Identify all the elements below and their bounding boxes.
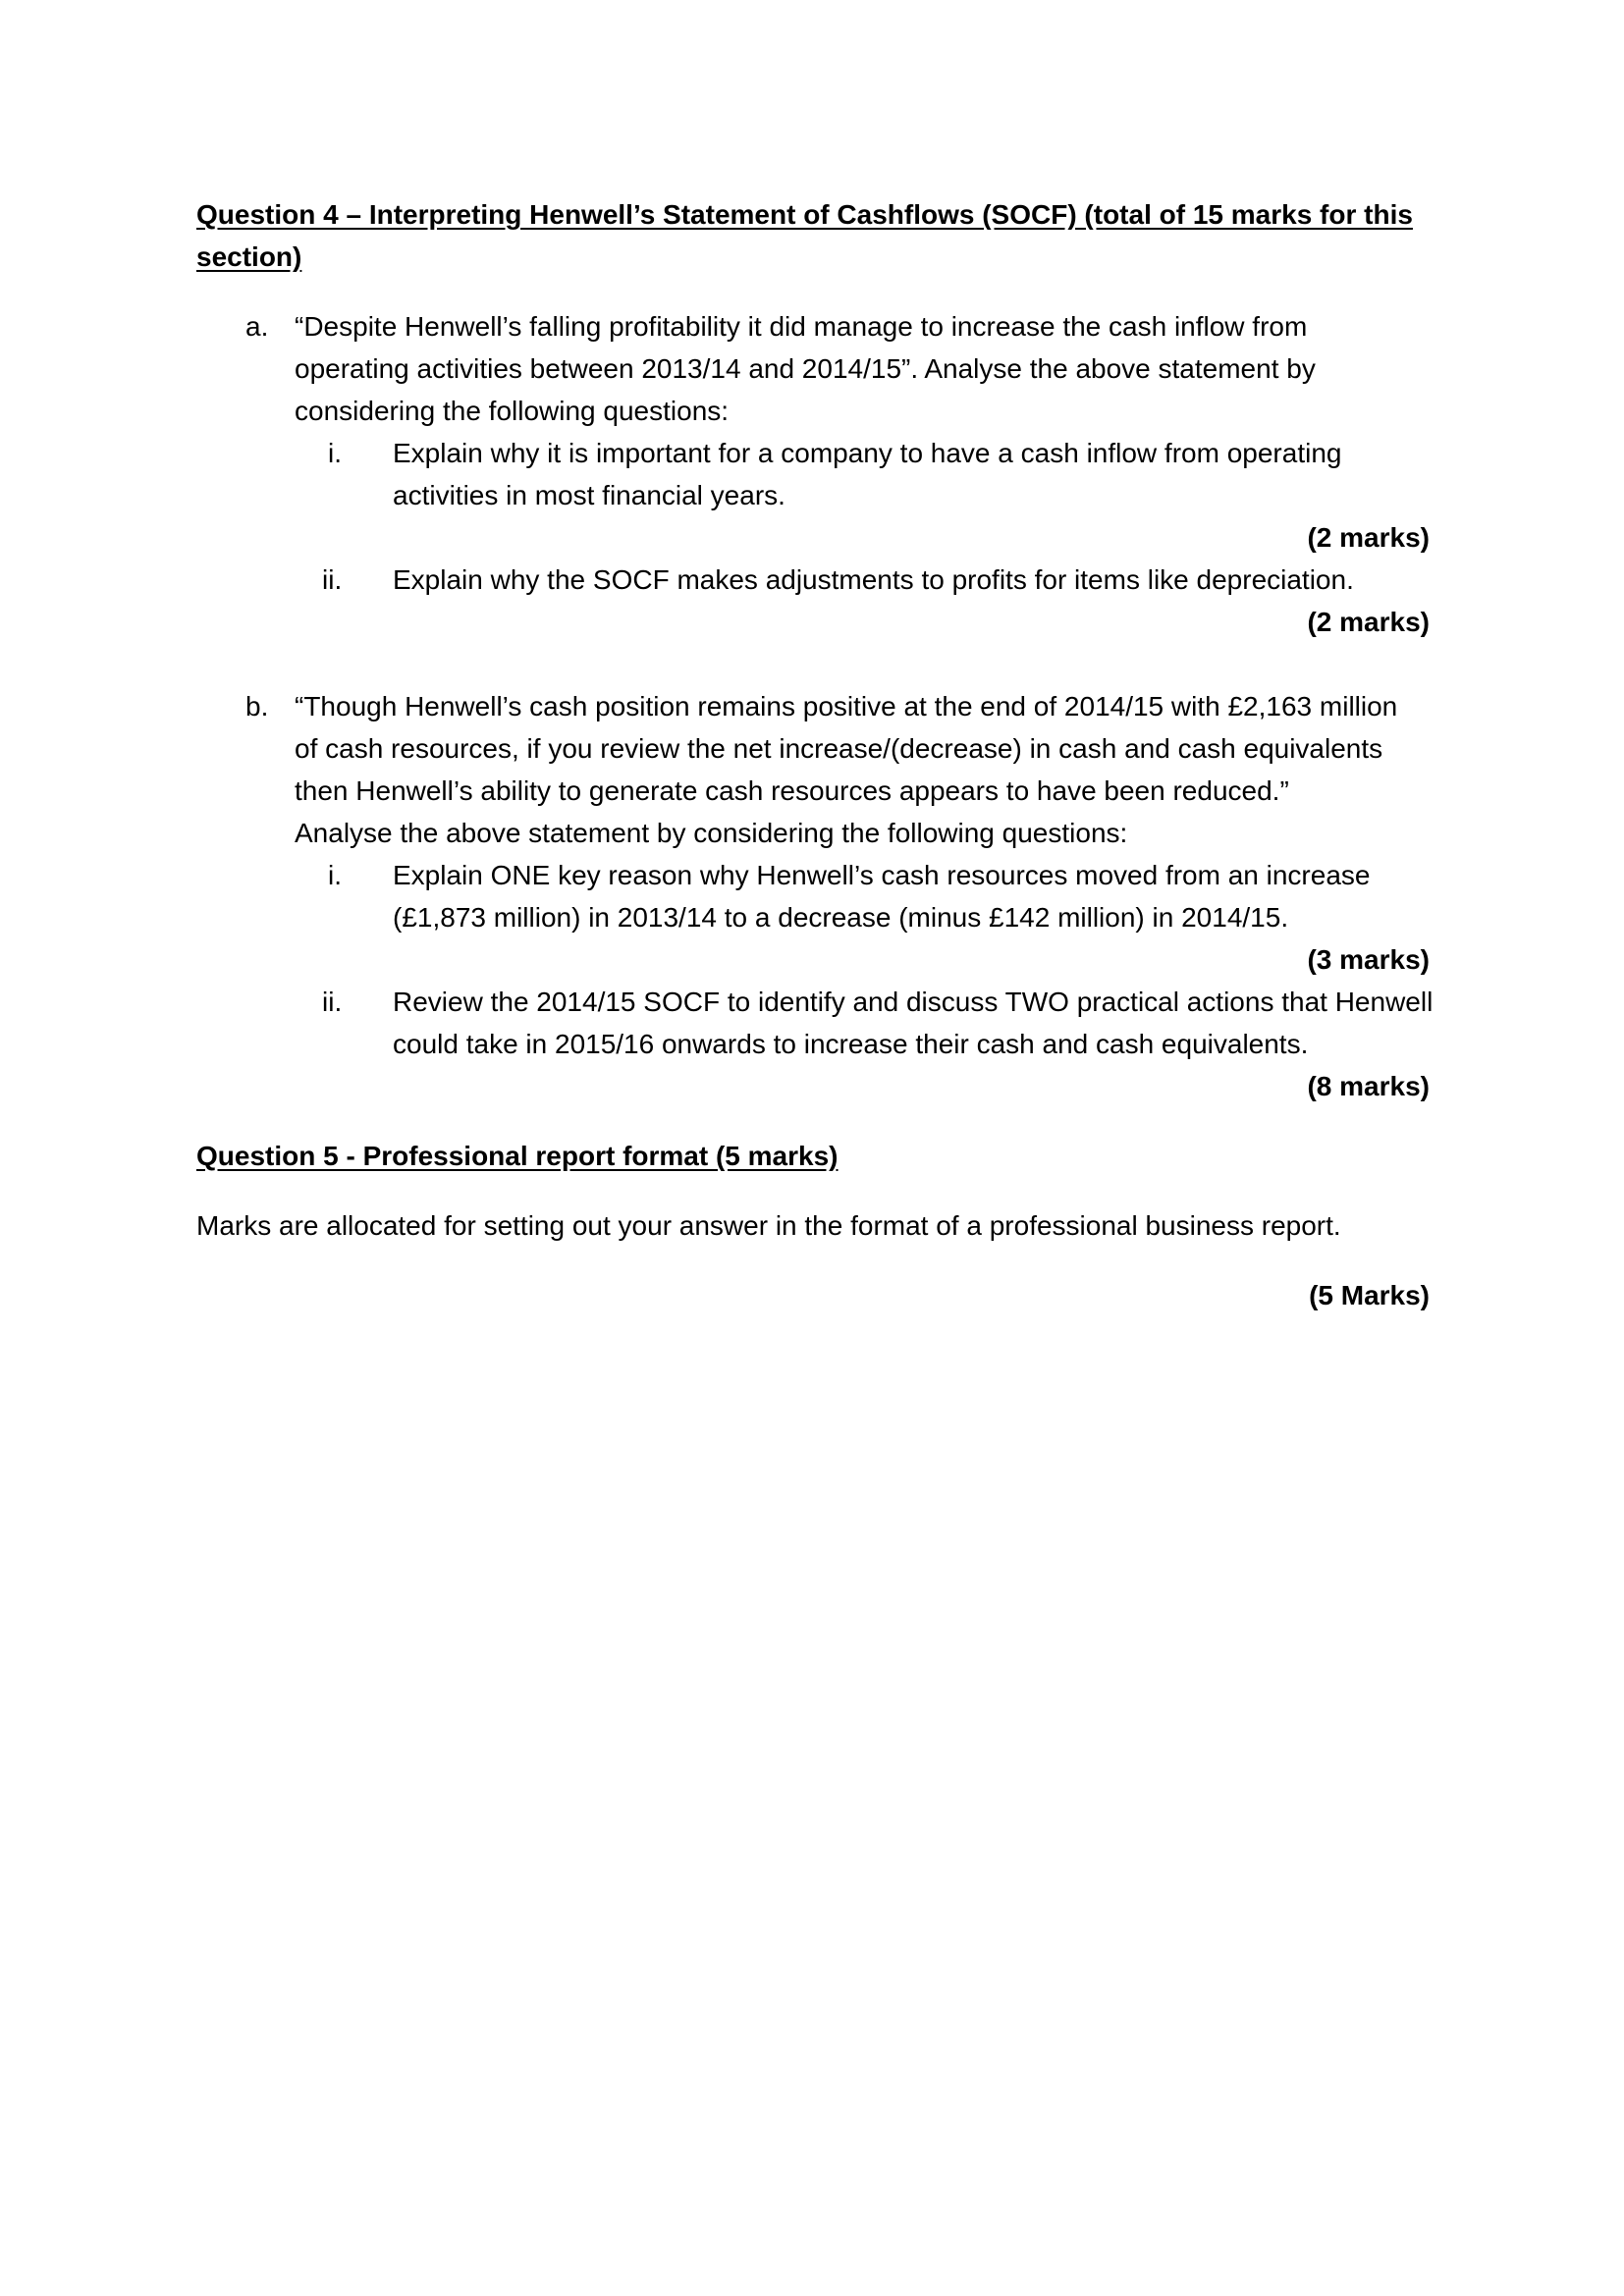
part-a-ii-label: ii. [322, 564, 343, 595]
part-b-label: b. [245, 691, 269, 721]
part-b-i-line: (£1,873 million) in 2013/14 to a decrease (minus £142 million) in 2014/15. [393, 902, 1289, 933]
question-5-text: Marks are allocated for setting out your answer in the format of a professional business report. [196, 1210, 1341, 1241]
part-a-ii-line: Explain why the SOCF makes adjustments to profits for items like depreciation. [393, 564, 1354, 595]
part-a-i-line: Explain why it is important for a company to have a cash inflow from operating [393, 438, 1342, 468]
part-b-ii-label: ii. [322, 987, 343, 1017]
part-a-i-marks: (2 marks) [1307, 522, 1430, 553]
part-a-ii-marks: (2 marks) [1307, 607, 1430, 637]
part-b-i-question [393, 854, 1370, 938]
part-a-line: “Despite Henwell’s falling profitability it did manage to increase the cash inflow from [295, 311, 1308, 342]
part-b-ii-line: could take in 2015/16 onwards to increase their cash and cash equivalents. [393, 1029, 1309, 1059]
part-b-i-label: i. [328, 860, 342, 890]
part-a-label: a. [245, 311, 269, 342]
part-b-ii-line: Review the 2014/15 SOCF to identify and discuss TWO practical actions that Henwell [393, 987, 1434, 1017]
question-5-marks: (5 Marks) [1309, 1280, 1430, 1310]
part-a-i-line: activities in most financial years. [393, 480, 785, 510]
part-a-line: considering the following questions: [295, 396, 730, 426]
part-b-line: “Though Henwell’s cash position remains positive at the end of 2014/15 with £2,163 million [295, 691, 1398, 721]
part-b-statement [295, 685, 1397, 854]
part-a-statement [295, 305, 1316, 432]
part-b-line: of cash resources, if you review the net increase/(decrease) in cash and cash equivalents [295, 733, 1383, 764]
part-a-i-label: i. [328, 438, 342, 468]
part-a-ii-question [393, 559, 1354, 601]
question-4-heading: Question 4 – Interpreting Henwell’s Statement of Cashflows (SOCF) (total of 15 marks for this [196, 199, 1413, 230]
part-b-line: then Henwell’s ability to generate cash resources appears to have been reduced.” [295, 775, 1289, 806]
question-5-heading: Question 5 - Professional report format (5 marks) [196, 1141, 839, 1171]
part-b-ii-marks: (8 marks) [1307, 1071, 1430, 1101]
part-b-i-marks: (3 marks) [1307, 944, 1430, 975]
part-b-ii-question [393, 981, 1433, 1065]
part-a-i-question [393, 432, 1341, 516]
part-a-line: operating activities between 2013/14 and 2014/15”. Analyse the above statement by [295, 353, 1316, 384]
part-b-i-line: Explain ONE key reason why Henwell’s cash resources moved from an increase [393, 860, 1371, 890]
question-4-heading-continued: section) [196, 241, 302, 272]
part-b-line: Analyse the above statement by considering the following questions: [295, 818, 1128, 848]
